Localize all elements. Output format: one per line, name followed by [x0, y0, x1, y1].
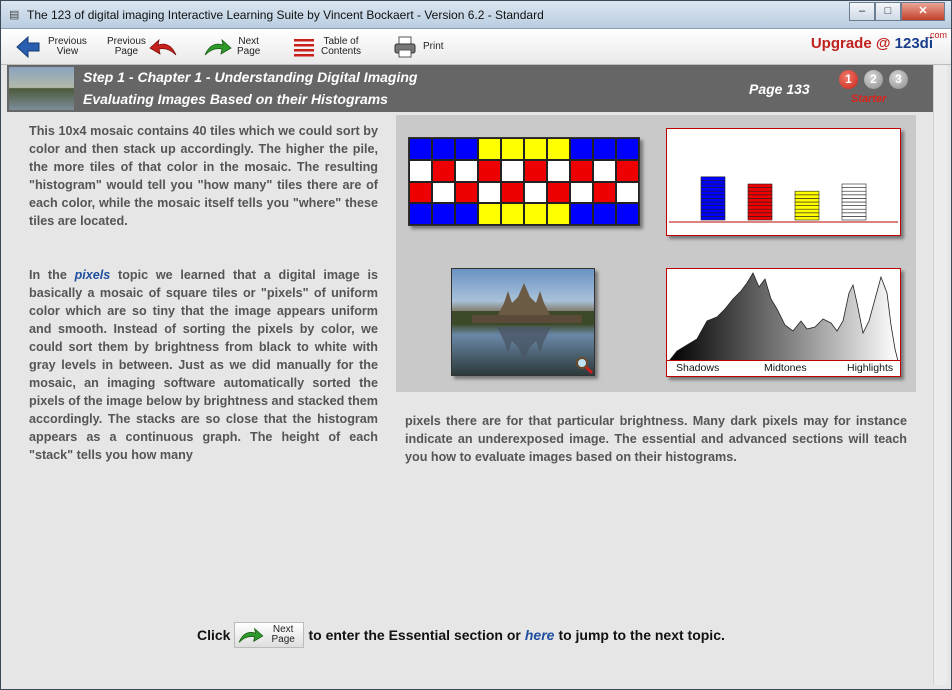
print-button[interactable] [393, 32, 444, 62]
stack-tile-blue [701, 198, 725, 202]
stack-tile-blue [701, 209, 725, 213]
right-margin [933, 65, 947, 685]
stack-tile-red [748, 195, 772, 199]
mosaic-tile-red [547, 182, 570, 204]
stack-tile-yellow [795, 191, 819, 195]
previous-page-label-2: Page [114, 46, 139, 57]
mosaic-tile-red [409, 182, 432, 204]
mosaic-tile-yellow [501, 138, 524, 160]
stack-tile-white [842, 206, 866, 210]
toolbar [1, 29, 951, 65]
midtones-label: Midtones [764, 362, 807, 374]
mosaic-tile-yellow [478, 203, 501, 225]
mosaic-tile-blue [409, 203, 432, 225]
minimize-button[interactable]: – [849, 2, 875, 21]
stack-tile-blue [701, 188, 725, 192]
maximize-button[interactable]: □ [875, 2, 901, 21]
mosaic-tile-white [547, 160, 570, 182]
footer-next-label-1: Next [272, 624, 294, 635]
previous-view-label-1: Previous [48, 36, 87, 47]
footer-next-page-button[interactable] [234, 622, 304, 648]
shadows-label: Shadows [676, 362, 720, 374]
stack-tile-red [748, 216, 772, 220]
color-histogram [666, 128, 901, 236]
yellow-stack [795, 191, 819, 220]
mosaic-tile-blue [570, 203, 593, 225]
stack-tile-yellow [795, 198, 819, 202]
toc-label-2: Contents [321, 46, 362, 57]
white-stack [842, 184, 866, 220]
footer-instruction [197, 622, 725, 648]
stack-tile-white [842, 213, 866, 217]
stack-tile-blue [701, 180, 725, 184]
level-label: Starter [851, 93, 887, 105]
mosaic-tile-white [570, 182, 593, 204]
stack-tile-white [842, 202, 866, 206]
stack-tile-white [842, 216, 866, 220]
mosaic-tile-red [616, 160, 639, 182]
stack-tile-white [842, 184, 866, 188]
mosaic-tile-blue [593, 138, 616, 160]
mosaic-tile-red [593, 182, 616, 204]
chapter-header [7, 65, 933, 112]
mosaic-tile-blue [616, 203, 639, 225]
mosaic-tile-red [455, 182, 478, 204]
mosaic-tile-blue [593, 203, 616, 225]
mosaic-tile-yellow [547, 138, 570, 160]
paragraph-pixels-start: In the [29, 268, 75, 282]
stack-tile-yellow [795, 206, 819, 210]
upgrade-com: .com [927, 30, 947, 40]
footer-next-label-2: Page [271, 634, 295, 645]
mosaic-tile-red [570, 160, 593, 182]
mosaic-tile-yellow [478, 138, 501, 160]
previous-page-button[interactable] [107, 32, 180, 62]
paragraph-pixels [29, 266, 378, 464]
mosaic-tile-yellow [524, 203, 547, 225]
previous-view-label-2: View [56, 46, 79, 57]
mosaic-tile-red [478, 160, 501, 182]
next-page-label-1: Next [238, 36, 259, 47]
paragraph-mosaic: This 10x4 mosaic contains 40 tiles which we could sort by color and then stack up accordingly. The higher the pile, the more tiles of that color in the mosaic. The resulting "histogram" would tell you "how many" tiles there are of each color, while the mosaic itself tells you "where" these tiles are located. [29, 124, 378, 228]
stack-tile-red [748, 191, 772, 195]
previous-view-button[interactable] [15, 32, 87, 62]
mosaic-tile-yellow [547, 203, 570, 225]
stack-tile-red [748, 206, 772, 210]
mosaic-tile-white [478, 182, 501, 204]
stack-tile-blue [701, 195, 725, 199]
mosaic-tile-blue [570, 138, 593, 160]
mosaic-tile-white [455, 160, 478, 182]
upgrade-prefix: Upgrade @ [810, 35, 895, 52]
level-2-button[interactable]: 2 [864, 70, 883, 89]
stack-tile-red [748, 202, 772, 206]
paragraph-brightness: pixels there are for that particular brightness. Many dark pixels may for instance indicate an underexposed image. The essential and advanced sections will teach you how to evaluate images based on their histograms. [405, 414, 907, 464]
stack-tile-white [842, 209, 866, 213]
mosaic-tile-yellow [501, 203, 524, 225]
upgrade-link[interactable] [810, 30, 947, 52]
toc-label-1: Table of [323, 36, 359, 47]
stack-tile-yellow [795, 209, 819, 213]
next-page-button[interactable] [201, 32, 260, 62]
here-link[interactable]: here [524, 627, 555, 643]
stack-tile-yellow [795, 216, 819, 220]
stack-tile-blue [701, 184, 725, 188]
window-title: The 123 of digital imaging Interactive Learning Suite by Vincent Bockaert - Version 6.2 - Standard [27, 8, 544, 22]
brightness-histogram [666, 268, 901, 377]
stack-tile-white [842, 198, 866, 202]
curved-arrow-right-icon [235, 624, 265, 646]
curved-arrow-right-icon [201, 35, 233, 59]
stack-tile-white [842, 188, 866, 192]
mosaic-tile-blue [616, 138, 639, 160]
header-thumbnail [9, 67, 74, 110]
highlights-label: Highlights [847, 362, 894, 374]
blue-stack [701, 177, 725, 220]
red-stack [748, 184, 772, 220]
stack-tile-yellow [795, 195, 819, 199]
mosaic-tile-white [616, 182, 639, 204]
window-controls [849, 2, 945, 21]
page-number: Page 133 [749, 81, 810, 97]
stack-tile-blue [701, 202, 725, 206]
mosaic-tile-red [501, 182, 524, 204]
mosaic-tile-yellow [524, 138, 547, 160]
title-bar [1, 1, 951, 29]
mosaic-tile-blue [455, 138, 478, 160]
paragraph-pixels-rest: topic we learned that a digital image is basically a mosaic of square tiles or "pixels" of uniform color which are so tiny that the image appears uniform and smooth. Instead of sorting the pixels by color, we could sort them by brightness from black to white with gray levels in between. Just as we did manually for the mosaic, an imaging software automatically sorted the pixels of the image below by brightness and stacked them accordingly. The stacks are so close that the histogram appears as a continuous graph. The height of each "stack" tells you how many [29, 268, 378, 462]
mosaic-tile-blue [455, 203, 478, 225]
footer-middle-text: to enter the Essential section or [308, 627, 521, 643]
previous-page-label-1: Previous [107, 36, 146, 47]
footer-end-text: to jump to the next topic. [558, 627, 725, 643]
curved-arrow-left-icon [148, 35, 180, 59]
stack-tile-red [748, 209, 772, 213]
histogram-divider [667, 360, 900, 361]
color-mosaic [408, 137, 640, 226]
level-1-button[interactable]: 1 [839, 70, 858, 89]
stack-tile-blue [701, 177, 725, 181]
stack-tile-yellow [795, 213, 819, 217]
stack-tile-red [748, 198, 772, 202]
mosaic-tile-white [501, 160, 524, 182]
pixels-link[interactable]: pixels [74, 268, 111, 282]
mosaic-tile-blue [409, 138, 432, 160]
color-stacks-chart [667, 129, 900, 235]
upgrade-brand: 123di [894, 35, 933, 52]
photo-silhouette [452, 269, 595, 376]
stack-tile-white [842, 191, 866, 195]
next-page-label-2: Page [237, 46, 261, 57]
angkor-wat-photo[interactable] [451, 268, 595, 376]
stack-tile-blue [701, 191, 725, 195]
mosaic-tile-white [524, 182, 547, 204]
list-icon [293, 37, 315, 57]
stack-tile-blue [701, 213, 725, 217]
mosaic-tile-red [432, 160, 455, 182]
histogram-chart [667, 269, 900, 361]
footer-click: Click [197, 627, 231, 643]
printer-icon [393, 36, 417, 58]
arrow-left-icon [15, 34, 41, 60]
stack-tile-red [748, 184, 772, 188]
mosaic-tile-white [593, 160, 616, 182]
chapter-title: Step 1 - Chapter 1 - Understanding Digital Imaging [83, 69, 418, 85]
print-label: Print [423, 41, 444, 52]
stack-tile-red [748, 213, 772, 217]
stack-tile-white [842, 195, 866, 199]
stack-tile-red [748, 188, 772, 192]
mosaic-tile-white [432, 182, 455, 204]
app-icon: ▤ [9, 9, 20, 21]
stack-tile-blue [701, 206, 725, 210]
mosaic-tile-blue [432, 138, 455, 160]
stack-tile-blue [701, 216, 725, 220]
close-button[interactable]: ✕ [901, 2, 945, 21]
topic-title: Evaluating Images Based on their Histograms [83, 91, 388, 107]
mosaic-tile-red [524, 160, 547, 182]
stack-tile-yellow [795, 202, 819, 206]
mosaic-tile-blue [432, 203, 455, 225]
level-3-button[interactable]: 3 [889, 70, 908, 89]
figure-panel [396, 115, 916, 392]
table-of-contents-button[interactable] [293, 32, 361, 62]
mosaic-tile-white [409, 160, 432, 182]
